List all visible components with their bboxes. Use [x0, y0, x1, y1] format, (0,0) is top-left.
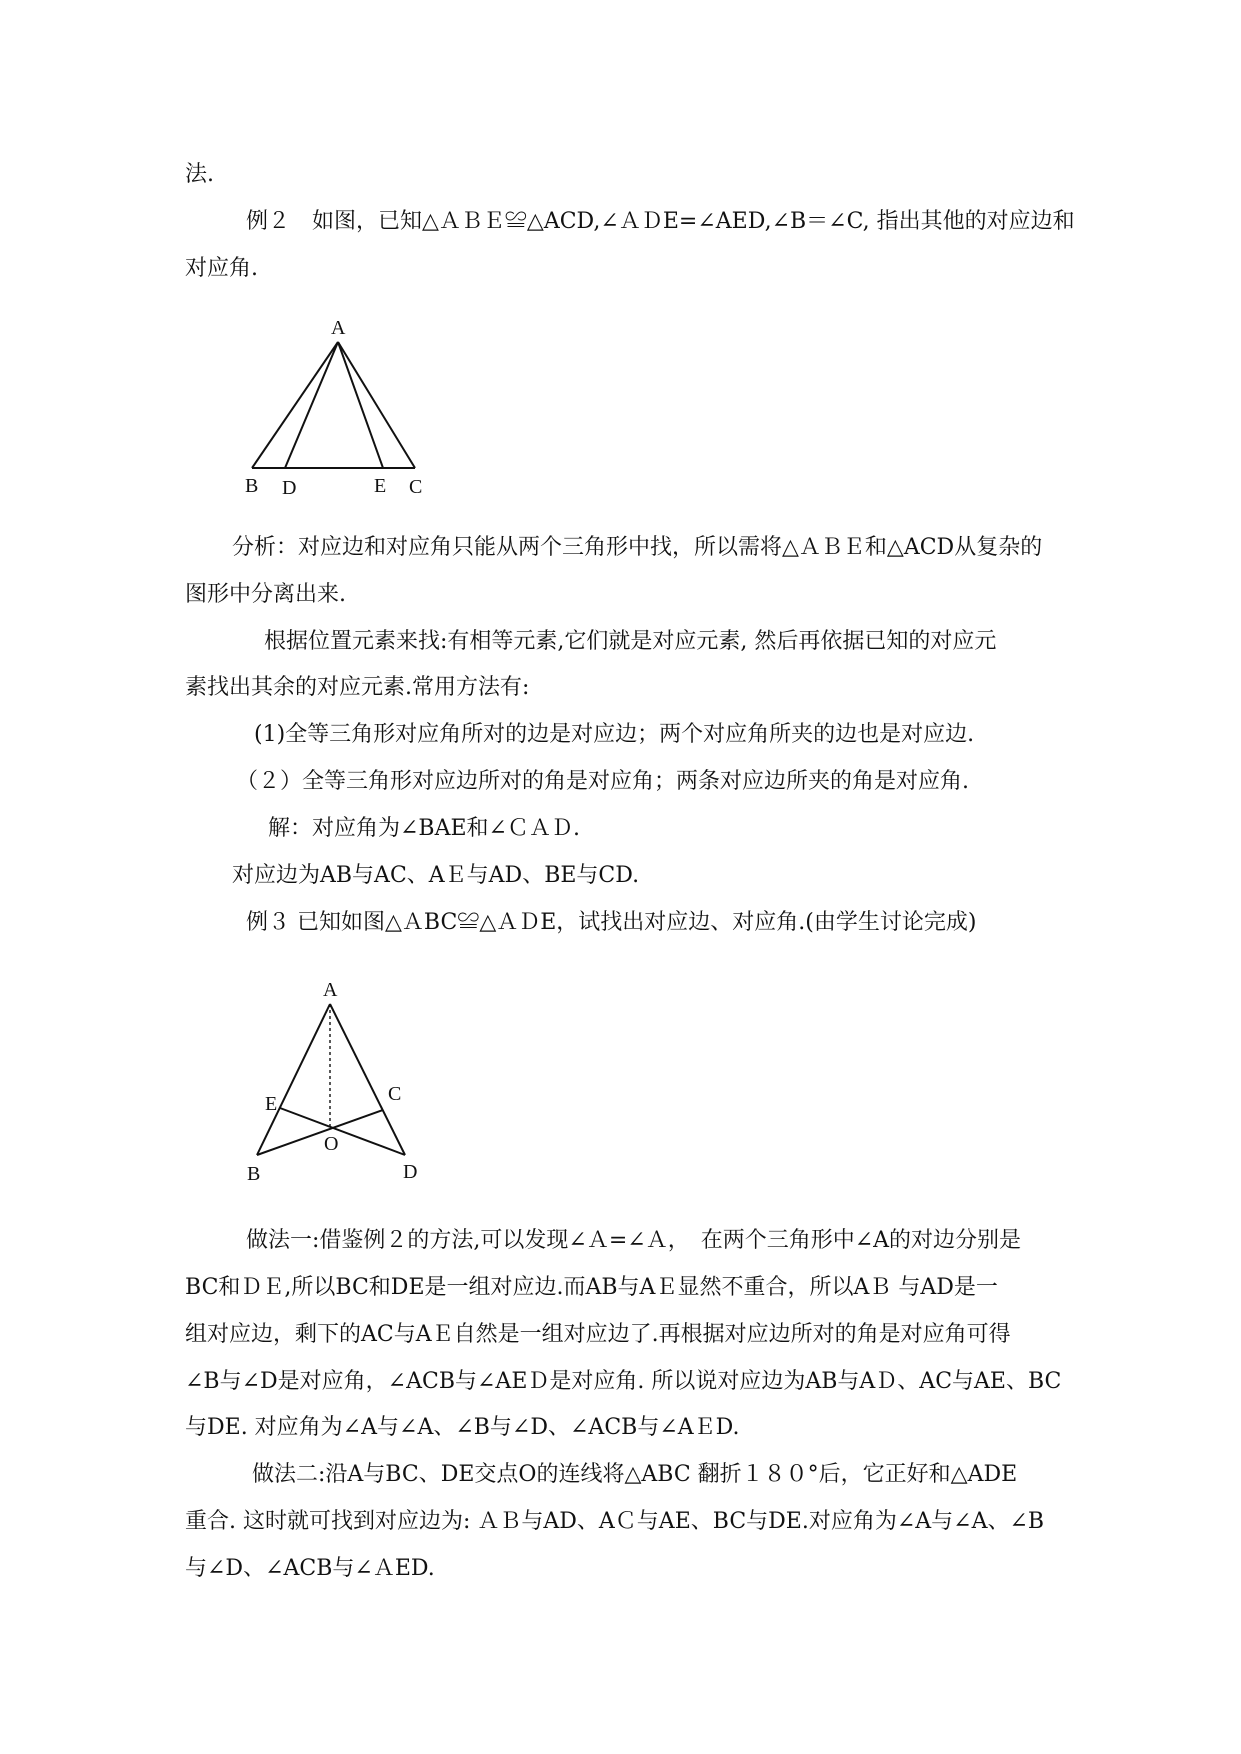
label-b: B: [247, 1163, 261, 1185]
text-line-16: ∠B与∠D是对应角，∠ACB与∠AEＤ是对应角. 所以说对应边为AB与AＤ、AC与AE、BC: [185, 1369, 1062, 1394]
text-line-14: BC和ＤＥ,所以BC和DE是一组对应边.而AB与AＥ显然不重合，所以AＢ 与AD是一: [185, 1275, 998, 1300]
segment-ab: [252, 342, 338, 468]
text-line-2: 例２ 如图，已知△ＡＢＥ≌△ACD,∠ＡＤE=∠AED,∠B＝∠C, 指出其他的对应边和: [246, 209, 1075, 234]
text-line-6: 根据位置元素来找:有相等元素,它们就是对应元素, 然后再依据已知的对应元: [264, 629, 997, 654]
text-line-15: 组对应边，剩下的AC与AＥ自然是一组对应边了.再根据对应边所对的角是对应角可得: [185, 1322, 1011, 1347]
label-e: E: [374, 475, 387, 497]
text-line-19: 重合. 这时就可找到对应边为: ＡＢ与AD、AＣ与AE、BC与DE.对应角为∠A与∠A、∠B: [185, 1509, 1045, 1534]
text-line-20: 与∠D、∠ACB与∠ＡED.: [185, 1556, 435, 1581]
segment-ad: [330, 1004, 405, 1155]
figure-triangle-abc-ade: [235, 960, 455, 1196]
text-line-7: 素找出其余的对应元素.常用方法有:: [185, 675, 530, 700]
text-line-1: 法.: [185, 162, 214, 187]
text-line-12: 例３ 已知如图△ＡBC≌△ＡＤE，试找出对应边、对应角.(由学生讨论完成): [246, 910, 977, 935]
segment-ad: [285, 342, 338, 468]
label-c: C: [388, 1083, 402, 1105]
label-d: D: [403, 1161, 418, 1183]
text-line-10: 解：对应角为∠BAE和∠ＣＡＤ.: [268, 816, 580, 841]
label-o: O: [324, 1133, 339, 1155]
text-line-3: 对应角.: [185, 256, 258, 281]
text-line-17: 与DE. 对应角为∠A与∠A、∠B与∠D、∠ACB与∠AＥD.: [185, 1415, 740, 1440]
text-line-8: (1)全等三角形对应角所对的边是对应边；两个对应角所夹的边也是对应边.: [254, 722, 975, 747]
text-line-13: 做法一:借鉴例２的方法,可以发现∠Ａ=∠Ａ， 在两个三角形中∠A的对边分别是: [246, 1228, 1022, 1253]
label-d: D: [282, 477, 297, 499]
text-line-18: 做法二:沿A与BC、DE交点O的连线将△ABC 翻折１８０°后，它正好和△ADE: [252, 1462, 1018, 1487]
label-e: E: [265, 1093, 278, 1115]
label-c: C: [409, 476, 423, 498]
text-line-11: 对应边为AB与AC、AＥ与AD、BE与CD.: [232, 863, 640, 888]
label-b: B: [245, 475, 259, 497]
label-a: A: [331, 317, 346, 339]
label-a: A: [323, 979, 338, 1001]
text-line-5: 图形中分离出来.: [185, 582, 346, 607]
figure-triangle-abe-acd: [235, 310, 455, 506]
text-line-4: 分析：对应边和对应角只能从两个三角形中找，所以需将△ＡＢＥ和△ACD从复杂的: [232, 535, 1043, 560]
text-line-9: （２）全等三角形对应边所对的角是对应角；两条对应边所夹的角是对应角.: [236, 769, 969, 794]
